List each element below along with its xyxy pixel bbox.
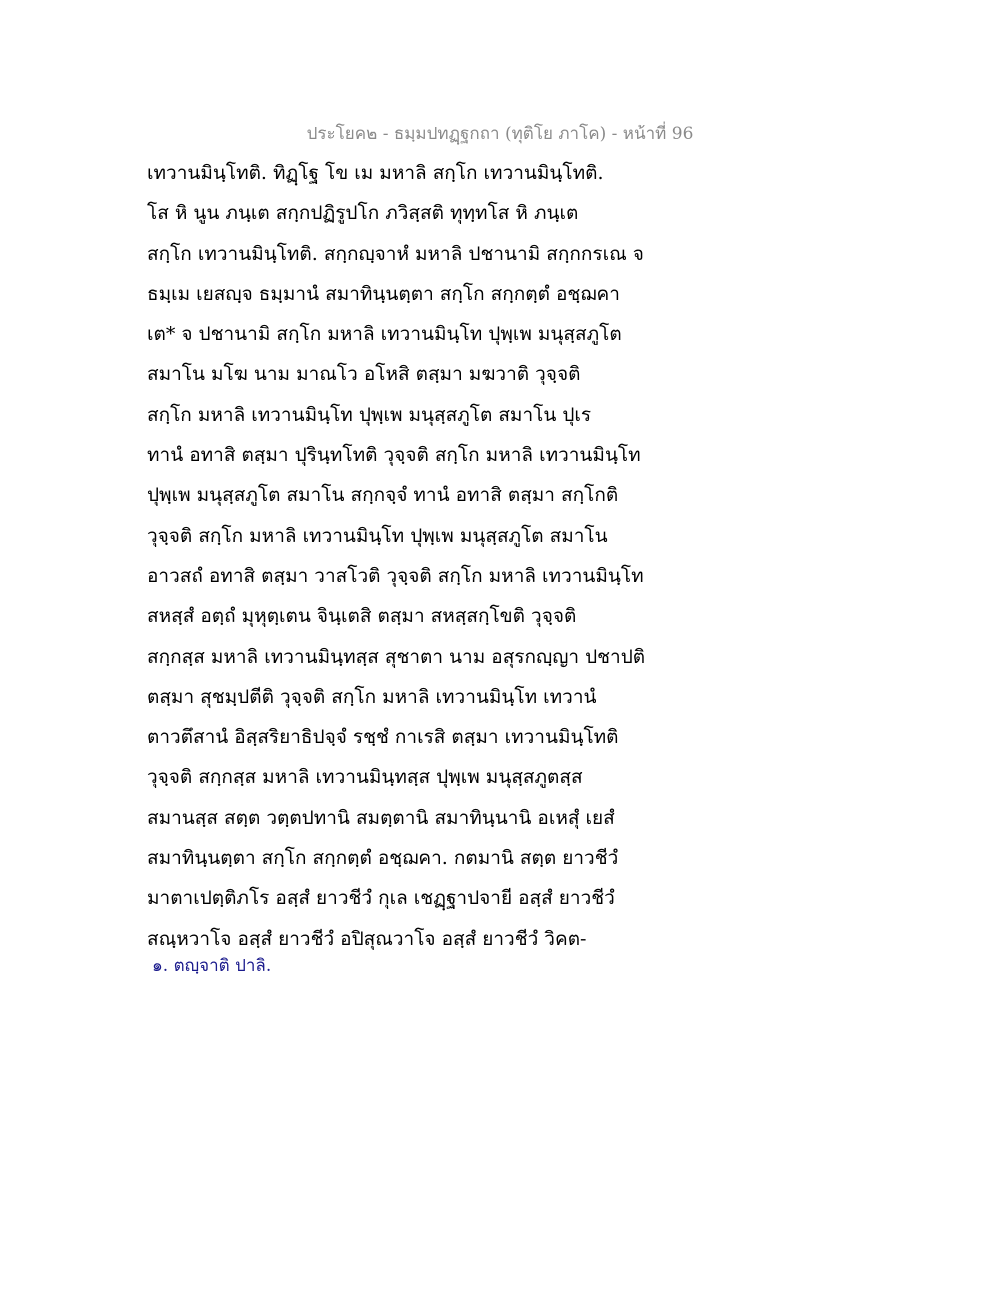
text-line: ตสฺมา สุชมฺปตีติ วุจฺจติ สกฺโก มหาลิ เทวานมินฺโท เทวานํ [147, 685, 597, 708]
text-line: ตาวตึสานํ อิสฺสริยาธิปจฺจํ รชฺชํ กาเรสิ ตสฺมา เทวานมินฺโทติ [147, 726, 619, 749]
text-line: สกฺโก เทวานมินฺโทติ. สกฺกญฺจาหํ มหาลิ ปชานามิ สกฺกกรเณ จ [147, 242, 644, 265]
text-line: สมาทินฺนตฺตา สกฺโก สกฺกตฺตํ อชฺฌคา. กตมานิ สตฺต ยาวชีวํ [147, 847, 619, 870]
text-line: วุจฺจติ สกฺโก มหาลิ เทวานมินฺโท ปุพฺเพ มนุสฺสภูโต สมาโน [147, 524, 608, 547]
text-line: ปุพฺเพ มนุสฺสภูโต สมาโน สกฺกจฺจํ ทานํ อทาสิ ตสฺมา สกฺโกติ [147, 484, 619, 507]
text-line: สกฺกสฺส มหาลิ เทวานมินฺทสฺส สุชาตา นาม อสุรกญฺญา ปชาปติ [147, 645, 646, 668]
text-line: สมาโน มโฆ นาม มาณโว อโหสิ ตสฺมา มฆวาติ วุจฺจติ [147, 363, 581, 386]
text-line: เต* จ ปชานามิ สกฺโก มหาลิ เทวานมินฺโท ปุพฺเพ มนุสฺสภูโต [147, 323, 622, 346]
page-header-text: ประโยค๒ - ธมฺมปทฏฺฐกถา (ทุติโย ภาโค) - หน้าที่ 96 [306, 124, 694, 144]
text-line: วุจฺจติ สกฺกสฺส มหาลิ เทวานมินฺทสฺส ปุพฺเพ มนุสฺสภูตสฺส [147, 766, 583, 789]
text-line: เทวานมินฺโทติ. ทิฏฺโฐ โข เม มหาลิ สกฺโก เทวานมินฺโทติ. [147, 162, 604, 184]
text-line: โส หิ นูน ภนฺเต สกฺกปฏิรูปโก ภวิสฺสติ ทุทฺทโส หิ ภนฺเต [147, 202, 579, 225]
footnote: ๑. ตญฺจาติ ปาลิ. [152, 956, 272, 976]
page-header [0, 120, 1000, 147]
text-line: สหสฺสํ อตฺถํ มุหุตฺเตน จินฺเตสิ ตสฺมา สหสฺสกฺโขติ วุจฺจติ [147, 605, 577, 628]
text-line: สณฺหวาโจ อสฺสํ ยาวชีวํ อปิสุณวาโจ อสฺสํ ยาวชีวํ วิคต- [147, 927, 587, 950]
text-line: สมานสฺส สตฺต วตฺตปทานิ สมตฺตานิ สมาทินฺนานิ อเหสุํ เยสํ [147, 806, 615, 829]
text-line: มาตาเปตฺติภโร อสฺสํ ยาวชีวํ กุเล เชฏฺฐาปจายี อสฺสํ ยาวชีวํ [147, 887, 615, 910]
main-text [147, 153, 687, 959]
text-line: ธมฺเม เยสญฺจ ธมฺมานํ สมาทินฺนตฺตา สกฺโก สกฺกตฺตํ อชฺฌคา [147, 282, 620, 305]
text-line: ทานํ อทาสิ ตสฺมา ปุรินฺทโทติ วุจฺจติ สกฺโก มหาลิ เทวานมินฺโท [147, 444, 641, 467]
text-line: สกฺโก มหาลิ เทวานมินฺโท ปุพฺเพ มนุสฺสภูโต สมาโน ปุเร [147, 403, 592, 426]
text-line: อาวสถํ อทาสิ ตสฺมา วาสโวติ วุจฺจติ สกฺโก มหาลิ เทวานมินฺโท [147, 564, 644, 587]
